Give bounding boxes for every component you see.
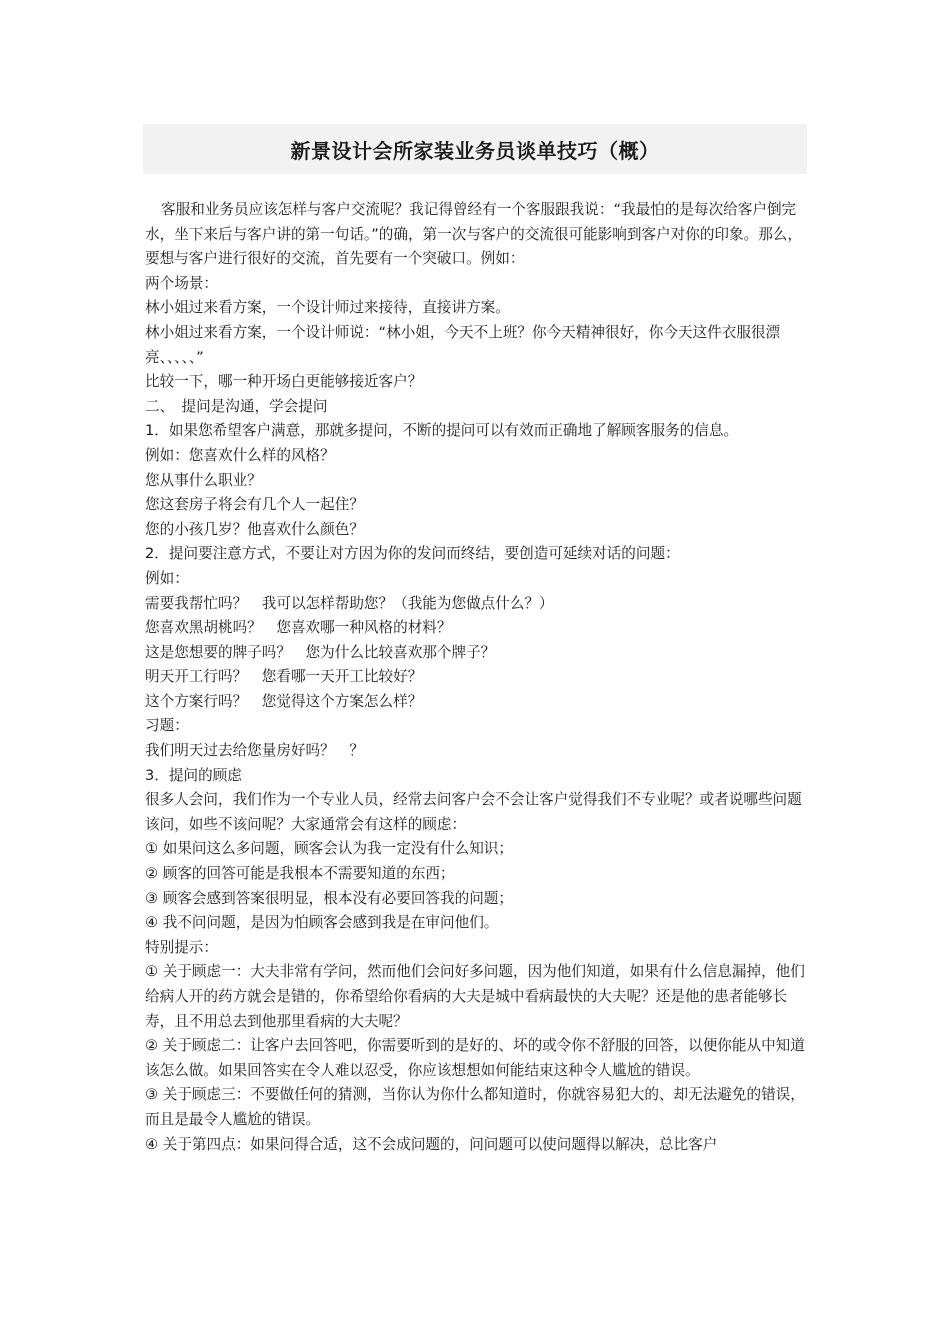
document-body — [145, 198, 809, 1157]
paragraph: 习题： — [145, 717, 189, 735]
paragraph: 林小姐过来看方案，一个设计师过来接待，直接讲方案。 — [145, 299, 510, 317]
list-item: ④ 我不问问题，是因为怕顾客会感到我是在审问他们。 — [145, 914, 499, 932]
paragraph: 很多人会问，我们作为一个专业人员，经常去问客户会不会让客户觉得我们不专业呢？或者说哪些问题该问，如些不该问呢？大家通常会有这样的顾虑： — [145, 791, 802, 833]
list-item: ② 顾客的回答可能是我根本不需要知道的东西； — [145, 865, 455, 883]
paragraph: 我们明天过去给您量房好吗？ ？ — [145, 742, 364, 760]
paragraph: 例如：您喜欢什么样的风格？ — [145, 446, 335, 464]
title-banner — [143, 124, 807, 174]
paragraph: 这是您想要的牌子吗？ 您为什么比较喜欢那个牌子？ — [145, 643, 496, 661]
list-item: ① 关于顾虑一：大夫非常有学问，然而他们会问好多问题，因为他们知道，如果有什么信息漏掉，他们给病人开的药方就会是错的，你希望给你看病的大夫是城中看病最快的大夫呢？还是他的患者能够长寿，且不用总去到他那里看病的大夫呢？ — [145, 963, 805, 1030]
paragraph: 1．如果您希望客户满意，那就多提问，不断的提问可以有效而正确地了解顾客服务的信息。 — [145, 422, 739, 440]
list-item: ① 如果问这么多问题，顾客会认为我一定没有什么知识； — [145, 840, 513, 858]
paragraph: 明天开工行吗？ 您看哪一天开工比较好？ — [145, 668, 423, 686]
list-item: ③ 关于顾虑三：不要做任何的猜测，当你认为你什么都知道时，你就容易犯大的、却无法避免的错误，而且是最令人尴尬的错误。 — [145, 1086, 805, 1128]
paragraph: 需要我帮忙吗？ 我可以怎样帮助您？（我能为您做点什么？） — [145, 594, 554, 612]
list-item: ④ 关于第四点：如果问得合适，这不会成问题的，问问题可以使问题得以解决，总比客户 — [145, 1135, 718, 1153]
list-item: ② 关于顾虑二：让客户去回答吧，你需要听到的是好的、坏的或令你不舒服的回答，以便你能从中知道该怎么做。如果回答实在令人难以忍受，你应该想想如何能结束这种令人尴尬的错误。 — [145, 1037, 805, 1079]
list-item: ③ 顾客会感到答案很明显，根本没有必要回答我的问题； — [145, 889, 513, 907]
paragraph: 您这套房子将会有几个人一起住？ — [145, 496, 364, 514]
section-heading: 二、 提问是沟通，学会提问 — [145, 397, 328, 415]
paragraph: 这个方案行吗？ 您觉得这个方案怎么样？ — [145, 692, 423, 710]
paragraph: 您的小孩几岁？他喜欢什么颜色？ — [145, 520, 364, 538]
paragraph-intro: 客服和业务员应该怎样与客户交流呢？我记得曾经有一个客服跟我说：“我最怕的是每次给客户倒完水，坐下来后与客户讲的第一句话。”的确，第一次与客户的交流很可能影响到客户对你的印象。那么，要想与客户进行很好的交流，首先要有一个突破口。例如： — [145, 201, 802, 268]
paragraph: 3．提问的顾虑 — [145, 766, 242, 784]
paragraph: 您喜欢黑胡桃吗？ 您喜欢哪一种风格的材料？ — [145, 619, 452, 637]
paragraph: 特别提示： — [145, 938, 218, 956]
paragraph: 林小姐过来看方案，一个设计师说：“林小姐，今天不上班？你今天精神很好，你今天这件衣服很漂亮、、、、、” — [145, 323, 781, 366]
paragraph: 比较一下，哪一种开场白更能够接近客户？ — [145, 373, 423, 391]
paragraph: 例如： — [145, 569, 189, 587]
document-title: 新景设计会所家装业务员谈单技巧（概） — [290, 138, 660, 163]
paragraph: 您从事什么职业？ — [145, 471, 262, 489]
paragraph: 2．提问要注意方式，不要让对方因为你的发问而终结，要创造可延续对话的问题： — [145, 545, 680, 563]
paragraph: 两个场景： — [145, 274, 218, 292]
